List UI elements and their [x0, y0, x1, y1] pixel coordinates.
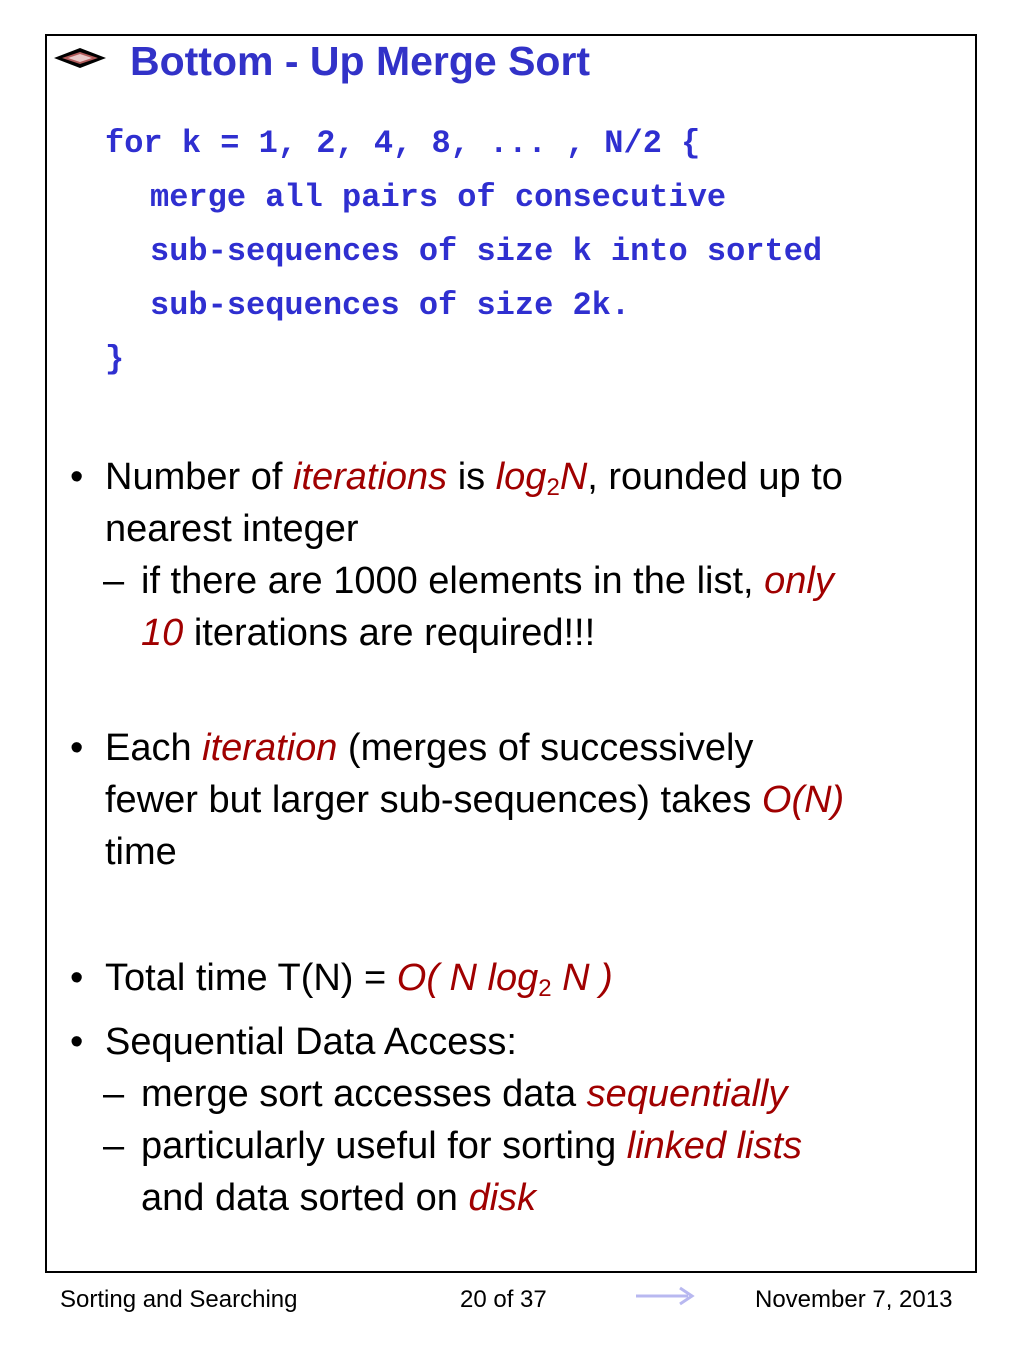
emphasis-text: iteration	[202, 727, 338, 769]
text: is	[447, 456, 496, 498]
dash-marker: –	[103, 1073, 125, 1115]
bullet-total-time	[70, 952, 613, 1004]
code-line-3: sub-sequences of size k into sorted	[150, 233, 823, 270]
emphasis-text: log	[495, 456, 547, 498]
diamond-bullet-icon	[52, 44, 108, 72]
text: if there are 1000 elements in the list,	[141, 560, 765, 602]
footer-page-number: 20 of 37	[460, 1286, 547, 1313]
emphasis-text: sequentially	[586, 1073, 788, 1115]
emphasis-text: O(N)	[761, 779, 845, 821]
text: fewer but larger sub-sequences) takes	[105, 779, 762, 821]
text: Number of	[105, 456, 293, 498]
dash-marker: –	[103, 1125, 125, 1167]
emphasis-text: N )	[551, 957, 613, 999]
sub-bullet-linked-lists	[103, 1120, 803, 1172]
code-line-1: for k = 1, 2, 4, 8, ... , N/2 {	[105, 125, 701, 162]
bullet-marker: •	[70, 957, 84, 999]
text: , rounded up to	[587, 456, 843, 498]
bullet-marker: •	[70, 1021, 84, 1063]
text: particularly useful for sorting	[141, 1125, 627, 1167]
code-line-2: merge all pairs of consecutive	[150, 179, 727, 216]
text: Each	[105, 727, 203, 769]
bullet-each-iteration	[70, 722, 754, 774]
bullet-iterations	[70, 451, 843, 503]
footer	[0, 1282, 1024, 1322]
dash-marker: –	[103, 560, 125, 602]
text: Total time T(N) =	[105, 957, 397, 999]
emphasis-text: 10	[141, 612, 184, 654]
bullet-marker: •	[70, 727, 84, 769]
emphasis-text: iterations	[292, 456, 448, 498]
emphasis-text: O( N log	[396, 957, 539, 999]
emphasis-text: only	[764, 560, 834, 602]
bullet-each-iteration-line-3: time	[105, 831, 177, 873]
text: iterations are required!!!	[183, 612, 596, 654]
subscript: 2	[546, 474, 560, 501]
bullet-each-iteration-line-2	[105, 774, 844, 826]
right-arrow-icon[interactable]	[636, 1284, 696, 1308]
bullet-iterations-line-2: nearest integer	[105, 508, 359, 550]
subscript: 2	[538, 975, 552, 1002]
footer-date: November 7, 2013	[755, 1286, 953, 1313]
sub-bullet-1000-elements-line-2	[141, 607, 595, 659]
text: (merges of successively	[337, 727, 754, 769]
bullet-sequential-access	[70, 1016, 517, 1068]
sub-bullet-sequentially	[103, 1068, 788, 1120]
sub-bullet-1000-elements	[103, 555, 834, 607]
text: merge sort accesses data	[141, 1073, 587, 1115]
text: Sequential Data Access:	[105, 1021, 517, 1063]
footer-course-title: Sorting and Searching	[60, 1286, 298, 1313]
code-line-4: sub-sequences of size 2k.	[150, 287, 631, 324]
code-line-5: }	[105, 341, 125, 378]
sub-bullet-linked-lists-line-2	[141, 1172, 536, 1224]
emphasis-text: disk	[468, 1177, 537, 1219]
emphasis-text: linked lists	[626, 1125, 803, 1167]
text: and data sorted on	[141, 1177, 469, 1219]
emphasis-text: N	[559, 456, 588, 498]
slide-title: Bottom - Up Merge Sort	[130, 38, 591, 84]
bullet-marker: •	[70, 456, 84, 498]
